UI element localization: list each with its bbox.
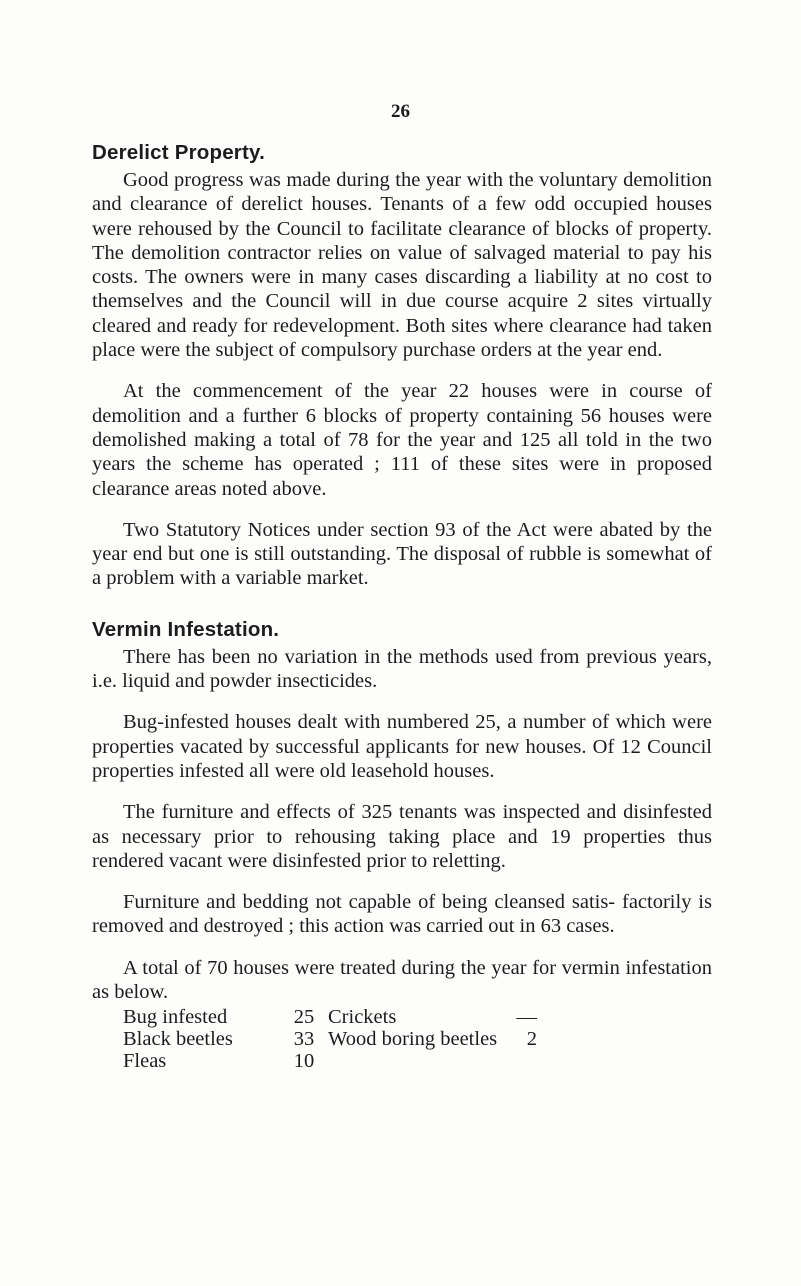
list-item-value [503, 1050, 537, 1072]
paragraph: A total of 70 houses were treated during the year for vermin infestation as below. [92, 956, 712, 1004]
page-number: 26 [391, 101, 410, 122]
page-content [92, 140, 712, 1072]
section-derelict-property [92, 140, 712, 591]
list-item-value: 33 [293, 1028, 315, 1051]
list-item-value: 25 [293, 1006, 315, 1029]
paragraph: Bug-infested houses dealt with numbered 25, a number of which were properties vacated by successful applicants for new houses. Of 12 Council properties infested all were old leasehold houses. [92, 711, 712, 782]
list-item-label: Fleas [123, 1050, 167, 1073]
vermin-treatment-list [123, 1006, 712, 1072]
list-item-label: Black beetles [123, 1028, 233, 1051]
paragraph: At the commencement of the year 22 houses were in course of demolition and a further 6 blocks of property containing 56 houses were demolished making a total of 78 for the year and 125 all told in the two years the scheme has operated ; 111 of these sites were in proposed clearance areas noted above. [92, 380, 712, 500]
list-item-value: 10 [293, 1050, 315, 1073]
list-item-label: Crickets [328, 1006, 397, 1029]
list-item-value: 2 [526, 1028, 537, 1051]
paragraph: Two Statutory Notices under section 93 of the Act were abated by the year end but one is still outstanding. The disposal of rubble is somewhat of a problem with a variable market. [92, 518, 712, 590]
list-item-label [328, 1050, 503, 1072]
paragraph: Good progress was made during the year with the voluntary demolition and clearance of derelict houses. Tenants of a few odd occupied houses were rehoused by the Council to facilitate clearance of blocks of property. The demolition contractor relies on value of salvaged material to pay his costs. The owners were in many cases discarding a liability at no cost to themselves and the Council will in due course acquire 2 sites virtually cleared and ready for redevelopment. Both sites where clearance had taken place were the subject of compulsory purchase orders at the year end. [92, 169, 712, 362]
section-heading: Vermin Infestation. [92, 617, 280, 641]
paragraph: Furniture and bedding not capable of being cleansed satis- factorily is removed and destroyed ; this action was carried out in 63 cases. [92, 891, 712, 938]
list-item-value: — [516, 1006, 537, 1029]
list-item-label: Wood boring beetles [328, 1028, 498, 1051]
list-item-label: Bug infested [123, 1006, 228, 1029]
paragraph: There has been no variation in the methods used from previous years, i.e. liquid and powder insecticides. [92, 645, 712, 693]
section-vermin-infestation [92, 617, 712, 1073]
section-heading: Derelict Property. [92, 141, 265, 164]
paragraph: The furniture and effects of 325 tenants was inspected and disinfested as necessary prior to rehousing taking place and 19 properties thus rendered vacant were disinfested prior to reletting. [92, 801, 712, 872]
